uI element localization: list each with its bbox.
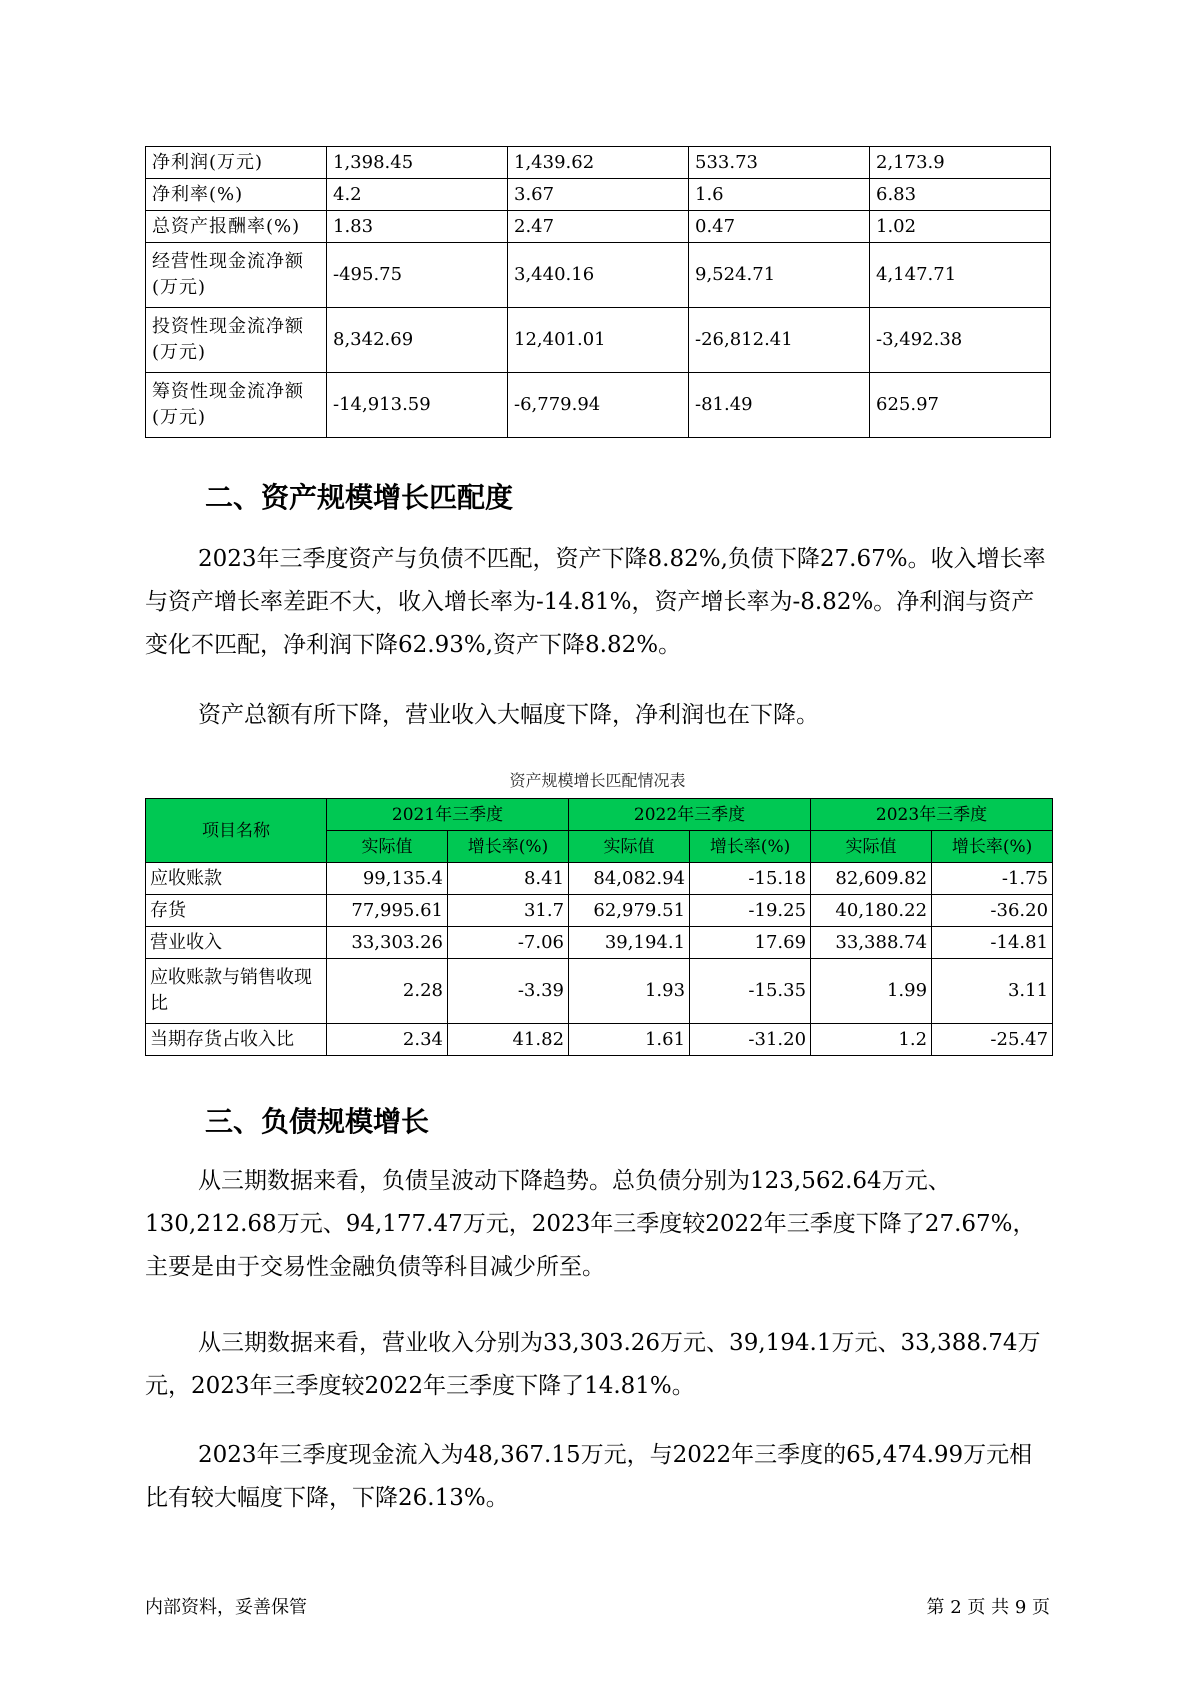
cell-value: -19.25 xyxy=(690,895,811,927)
paragraph xyxy=(145,538,1050,667)
cell-value: -14.81 xyxy=(932,927,1053,959)
cell-value: 2.47 xyxy=(508,211,689,243)
cell-value: 1.83 xyxy=(327,211,508,243)
cell-value: 3,440.16 xyxy=(508,243,689,308)
row-label: 筹资性现金流净额(万元) xyxy=(146,373,327,438)
cell-value: 41.82 xyxy=(448,1024,569,1056)
paragraph xyxy=(145,1322,1050,1408)
cell-value: 33,388.74 xyxy=(811,927,932,959)
row-label: 总资产报酬率(%) xyxy=(146,211,327,243)
cell-value: 8,342.69 xyxy=(327,308,508,373)
footer-confidential-note: 内部资料，妥善保管 xyxy=(145,1597,307,1618)
cell-value: -7.06 xyxy=(448,927,569,959)
sub-header: 增长率(%) xyxy=(690,831,811,863)
sub-header: 实际值 xyxy=(569,831,690,863)
cell-value: -495.75 xyxy=(327,243,508,308)
cell-value: 1.61 xyxy=(569,1024,690,1056)
cell-value: 1.2 xyxy=(811,1024,932,1056)
table-caption: 资产规模增长匹配情况表 xyxy=(509,771,686,790)
cell-value: 625.97 xyxy=(870,373,1051,438)
cell-value: 1.99 xyxy=(811,959,932,1024)
cell-value: 17.69 xyxy=(690,927,811,959)
period-header: 2022年三季度 xyxy=(569,799,811,831)
period-header: 2021年三季度 xyxy=(327,799,569,831)
table-row xyxy=(146,211,1051,243)
cell-value: 77,995.61 xyxy=(327,895,448,927)
paragraph xyxy=(145,694,1050,737)
paragraph-text: 2023年三季度资产与负债不匹配，资产下降8.82%,负债下降27.67%。收入增长率与资产增长率差距不大，收入增长率为-14.81%，资产增长率为-8.82%。净利润与资产变化不匹配，净利润下降62.93%,资产下降8.82%。 xyxy=(145,546,1046,658)
cell-value: 9,524.71 xyxy=(689,243,870,308)
cell-value: 2.28 xyxy=(327,959,448,1024)
cell-value: 1.02 xyxy=(870,211,1051,243)
cell-value: 12,401.01 xyxy=(508,308,689,373)
paragraph-text: 资产总额有所下降，营业收入大幅度下降，净利润也在下降。 xyxy=(198,702,819,728)
cell-value: 1.6 xyxy=(689,179,870,211)
cell-value: 84,082.94 xyxy=(569,863,690,895)
table-row xyxy=(146,373,1051,438)
cell-value: 4.2 xyxy=(327,179,508,211)
cell-value: 82,609.82 xyxy=(811,863,932,895)
row-label: 经营性现金流净额(万元) xyxy=(146,243,327,308)
cell-value: -36.20 xyxy=(932,895,1053,927)
footer-page-number: 第 2 页 共 9 页 xyxy=(926,1597,1050,1618)
cell-value: 1.93 xyxy=(569,959,690,1024)
row-label: 当期存货占收入比 xyxy=(146,1024,327,1056)
cell-value: 6.83 xyxy=(870,179,1051,211)
cell-value: -3,492.38 xyxy=(870,308,1051,373)
cell-value: 99,135.4 xyxy=(327,863,448,895)
paragraph-text: 从三期数据来看，负债呈波动下降趋势。总负债分别为123,562.64万元、130,212.68万元、94,177.47万元，2023年三季度较2022年三季度下降了27.67%，主要是由于交易性金融负债等科目减少所至。 xyxy=(145,1168,1036,1280)
cell-value: -1.75 xyxy=(932,863,1053,895)
table-row xyxy=(146,147,1051,179)
table-row xyxy=(146,179,1051,211)
cell-value: 2.34 xyxy=(327,1024,448,1056)
table-row xyxy=(146,308,1051,373)
cell-value: 39,194.1 xyxy=(569,927,690,959)
sub-header: 增长率(%) xyxy=(932,831,1053,863)
row-label: 应收账款与销售收现比 xyxy=(146,959,327,1024)
cell-value: -26,812.41 xyxy=(689,308,870,373)
table-row xyxy=(146,243,1051,308)
cell-value: 533.73 xyxy=(689,147,870,179)
paragraph xyxy=(145,1160,1050,1289)
cell-value: -15.35 xyxy=(690,959,811,1024)
table-row xyxy=(146,927,1053,959)
cell-value: 62,979.51 xyxy=(569,895,690,927)
row-label: 净利率(%) xyxy=(146,179,327,211)
cell-value: 2,173.9 xyxy=(870,147,1051,179)
row-label: 投资性现金流净额(万元) xyxy=(146,308,327,373)
section-heading: 二、资产规模增长匹配度 xyxy=(205,481,514,514)
row-label: 存货 xyxy=(146,895,327,927)
cell-value: -81.49 xyxy=(689,373,870,438)
sub-header: 实际值 xyxy=(327,831,448,863)
table-row xyxy=(146,863,1053,895)
row-label: 营业收入 xyxy=(146,927,327,959)
paragraph-text: 从三期数据来看，营业收入分别为33,303.26万元、39,194.1万元、33,388.74万元，2023年三季度较2022年三季度下降了14.81%。 xyxy=(145,1330,1041,1399)
cell-value: -25.47 xyxy=(932,1024,1053,1056)
cell-value: 33,303.26 xyxy=(327,927,448,959)
sub-header: 实际值 xyxy=(811,831,932,863)
asset-growth-table xyxy=(145,798,1053,1056)
row-label: 应收账款 xyxy=(146,863,327,895)
cell-value: 1,398.45 xyxy=(327,147,508,179)
table-row xyxy=(146,895,1053,927)
cell-value: 0.47 xyxy=(689,211,870,243)
paragraph-text: 2023年三季度现金流入为48,367.15万元，与2022年三季度的65,474.99万元相比有较大幅度下降，下降26.13%。 xyxy=(145,1442,1033,1511)
cell-value: -6,779.94 xyxy=(508,373,689,438)
cell-value: -14,913.59 xyxy=(327,373,508,438)
sub-header: 增长率(%) xyxy=(448,831,569,863)
item-name-header: 项目名称 xyxy=(146,799,327,863)
cell-value: -31.20 xyxy=(690,1024,811,1056)
section-heading: 三、负债规模增长 xyxy=(205,1105,430,1138)
cell-value: 4,147.71 xyxy=(870,243,1051,308)
table-header-row xyxy=(146,799,1053,831)
row-label: 净利润(万元) xyxy=(146,147,327,179)
cell-value: 40,180.22 xyxy=(811,895,932,927)
period-header: 2023年三季度 xyxy=(811,799,1053,831)
table-row xyxy=(146,959,1053,1024)
financial-indicators-table xyxy=(145,146,1051,438)
cell-value: 8.41 xyxy=(448,863,569,895)
cell-value: 3.67 xyxy=(508,179,689,211)
cell-value: 3.11 xyxy=(932,959,1053,1024)
paragraph xyxy=(145,1434,1050,1520)
cell-value: -3.39 xyxy=(448,959,569,1024)
cell-value: 31.7 xyxy=(448,895,569,927)
cell-value: 1,439.62 xyxy=(508,147,689,179)
cell-value: -15.18 xyxy=(690,863,811,895)
table-row xyxy=(146,1024,1053,1056)
